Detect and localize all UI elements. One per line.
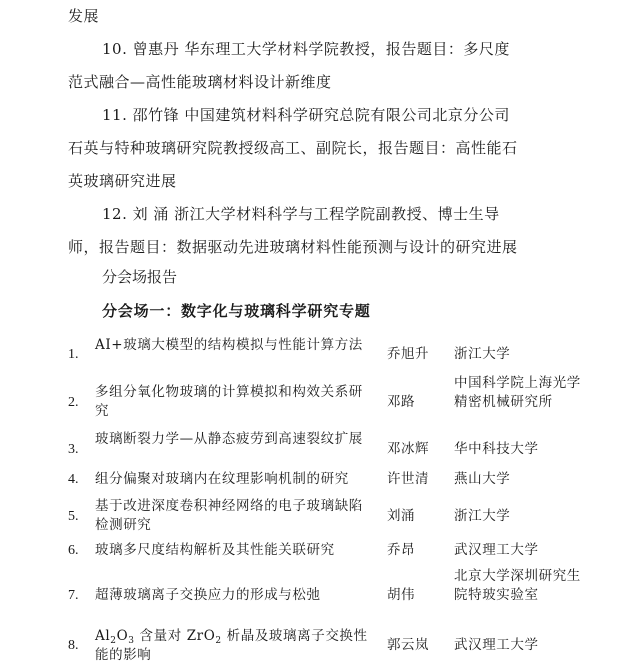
talk-author: 郭云岚: [387, 637, 429, 653]
talk-author: 胡伟: [387, 587, 415, 603]
paragraph-speaker-12: [68, 198, 568, 264]
title-text: 含量对 ZrO: [134, 628, 216, 644]
talk-title: 组分偏聚对玻璃内在纹理影响机制的研究: [95, 471, 349, 487]
formula-text: Al: [95, 628, 111, 644]
formula-subscript: 3: [128, 636, 135, 646]
paragraph-line: 英玻璃研究进展: [68, 172, 177, 190]
talk-author: 邓路: [387, 394, 415, 410]
talk-author: 许世清: [387, 471, 429, 487]
paragraph-line: 11. 邵竹锋 中国建筑材料科学研究总院有限公司北京分公司: [102, 106, 510, 124]
formula-subscript: 2: [215, 636, 222, 646]
talk-title: 超薄玻璃离子交换应力的形成与松弛: [95, 587, 321, 603]
talk-author: 邓冰辉: [387, 441, 429, 457]
paragraph-line: 发展: [68, 7, 100, 25]
talk-author: 乔旭升: [387, 346, 429, 362]
talk-title: 玻璃断裂力学—从静态疲劳到高速裂纹扩展: [95, 431, 363, 447]
talk-title: [95, 627, 373, 665]
talk-organization: 北京大学深圳研究生院特玻实验室: [454, 568, 581, 603]
talk-organization: 浙江大学: [454, 508, 511, 524]
formula-text: O: [116, 628, 129, 644]
talk-title: 玻璃多尺度结构解析及其性能关联研究: [95, 542, 335, 558]
paragraph-speaker-11: [68, 99, 568, 198]
paragraph-line: 12. 刘 涌 浙江大学材料科学与工程学院副教授、博士生导: [102, 205, 500, 223]
talk-number: 3.: [68, 442, 79, 457]
session-heading: 分会场一：数字化与玻璃科学研究专题: [102, 302, 371, 320]
talk-organization: 燕山大学: [454, 471, 511, 487]
talk-title: 多组分氧化物玻璃的计算模拟和构效关系研究: [95, 384, 363, 419]
talk-number: 1.: [68, 347, 79, 362]
talk-number: 8.: [68, 638, 79, 653]
paragraph-continuation: [68, 0, 568, 33]
talk-organization: 浙江大学: [454, 346, 511, 362]
paragraph-line: 范式融合—高性能玻璃材料设计新维度: [68, 73, 332, 91]
paragraph-speaker-10: [68, 33, 568, 99]
paragraph-line: 石英与特种玻璃研究院教授级高工、副院长，报告题目：高性能石: [68, 139, 518, 157]
paragraph-line: 10. 曾惠丹 华东理工大学材料学院教授，报告题目：多尺度: [102, 40, 510, 58]
talk-organization: 武汉理工大学: [454, 542, 539, 558]
talk-organization: 中国科学院上海光学精密机械研究所: [454, 375, 581, 410]
talk-number: 7.: [68, 588, 79, 603]
talk-number: 6.: [68, 543, 79, 558]
section-heading: 分会场报告: [102, 268, 178, 286]
talk-number: 2.: [68, 395, 79, 410]
talk-author: 刘涌: [387, 508, 415, 524]
talk-number: 5.: [68, 509, 79, 524]
talk-organization: 华中科技大学: [454, 441, 539, 457]
paragraph-line: 师，报告题目：数据驱动先进玻璃材料性能预测与设计的研究进展: [68, 238, 518, 256]
talk-title: 基于改进深度卷积神经网络的电子玻璃缺陷检测研究: [95, 498, 363, 533]
talk-author: 乔昂: [387, 542, 415, 558]
talk-title: AI+玻璃大模型的结构模拟与性能计算方法: [95, 337, 363, 353]
talk-organization: 武汉理工大学: [454, 637, 539, 653]
formula-subscript: 2: [110, 636, 117, 646]
title-text: 析晶及玻璃离子交换性能的影响: [95, 628, 368, 663]
talk-number: 4.: [68, 472, 79, 487]
